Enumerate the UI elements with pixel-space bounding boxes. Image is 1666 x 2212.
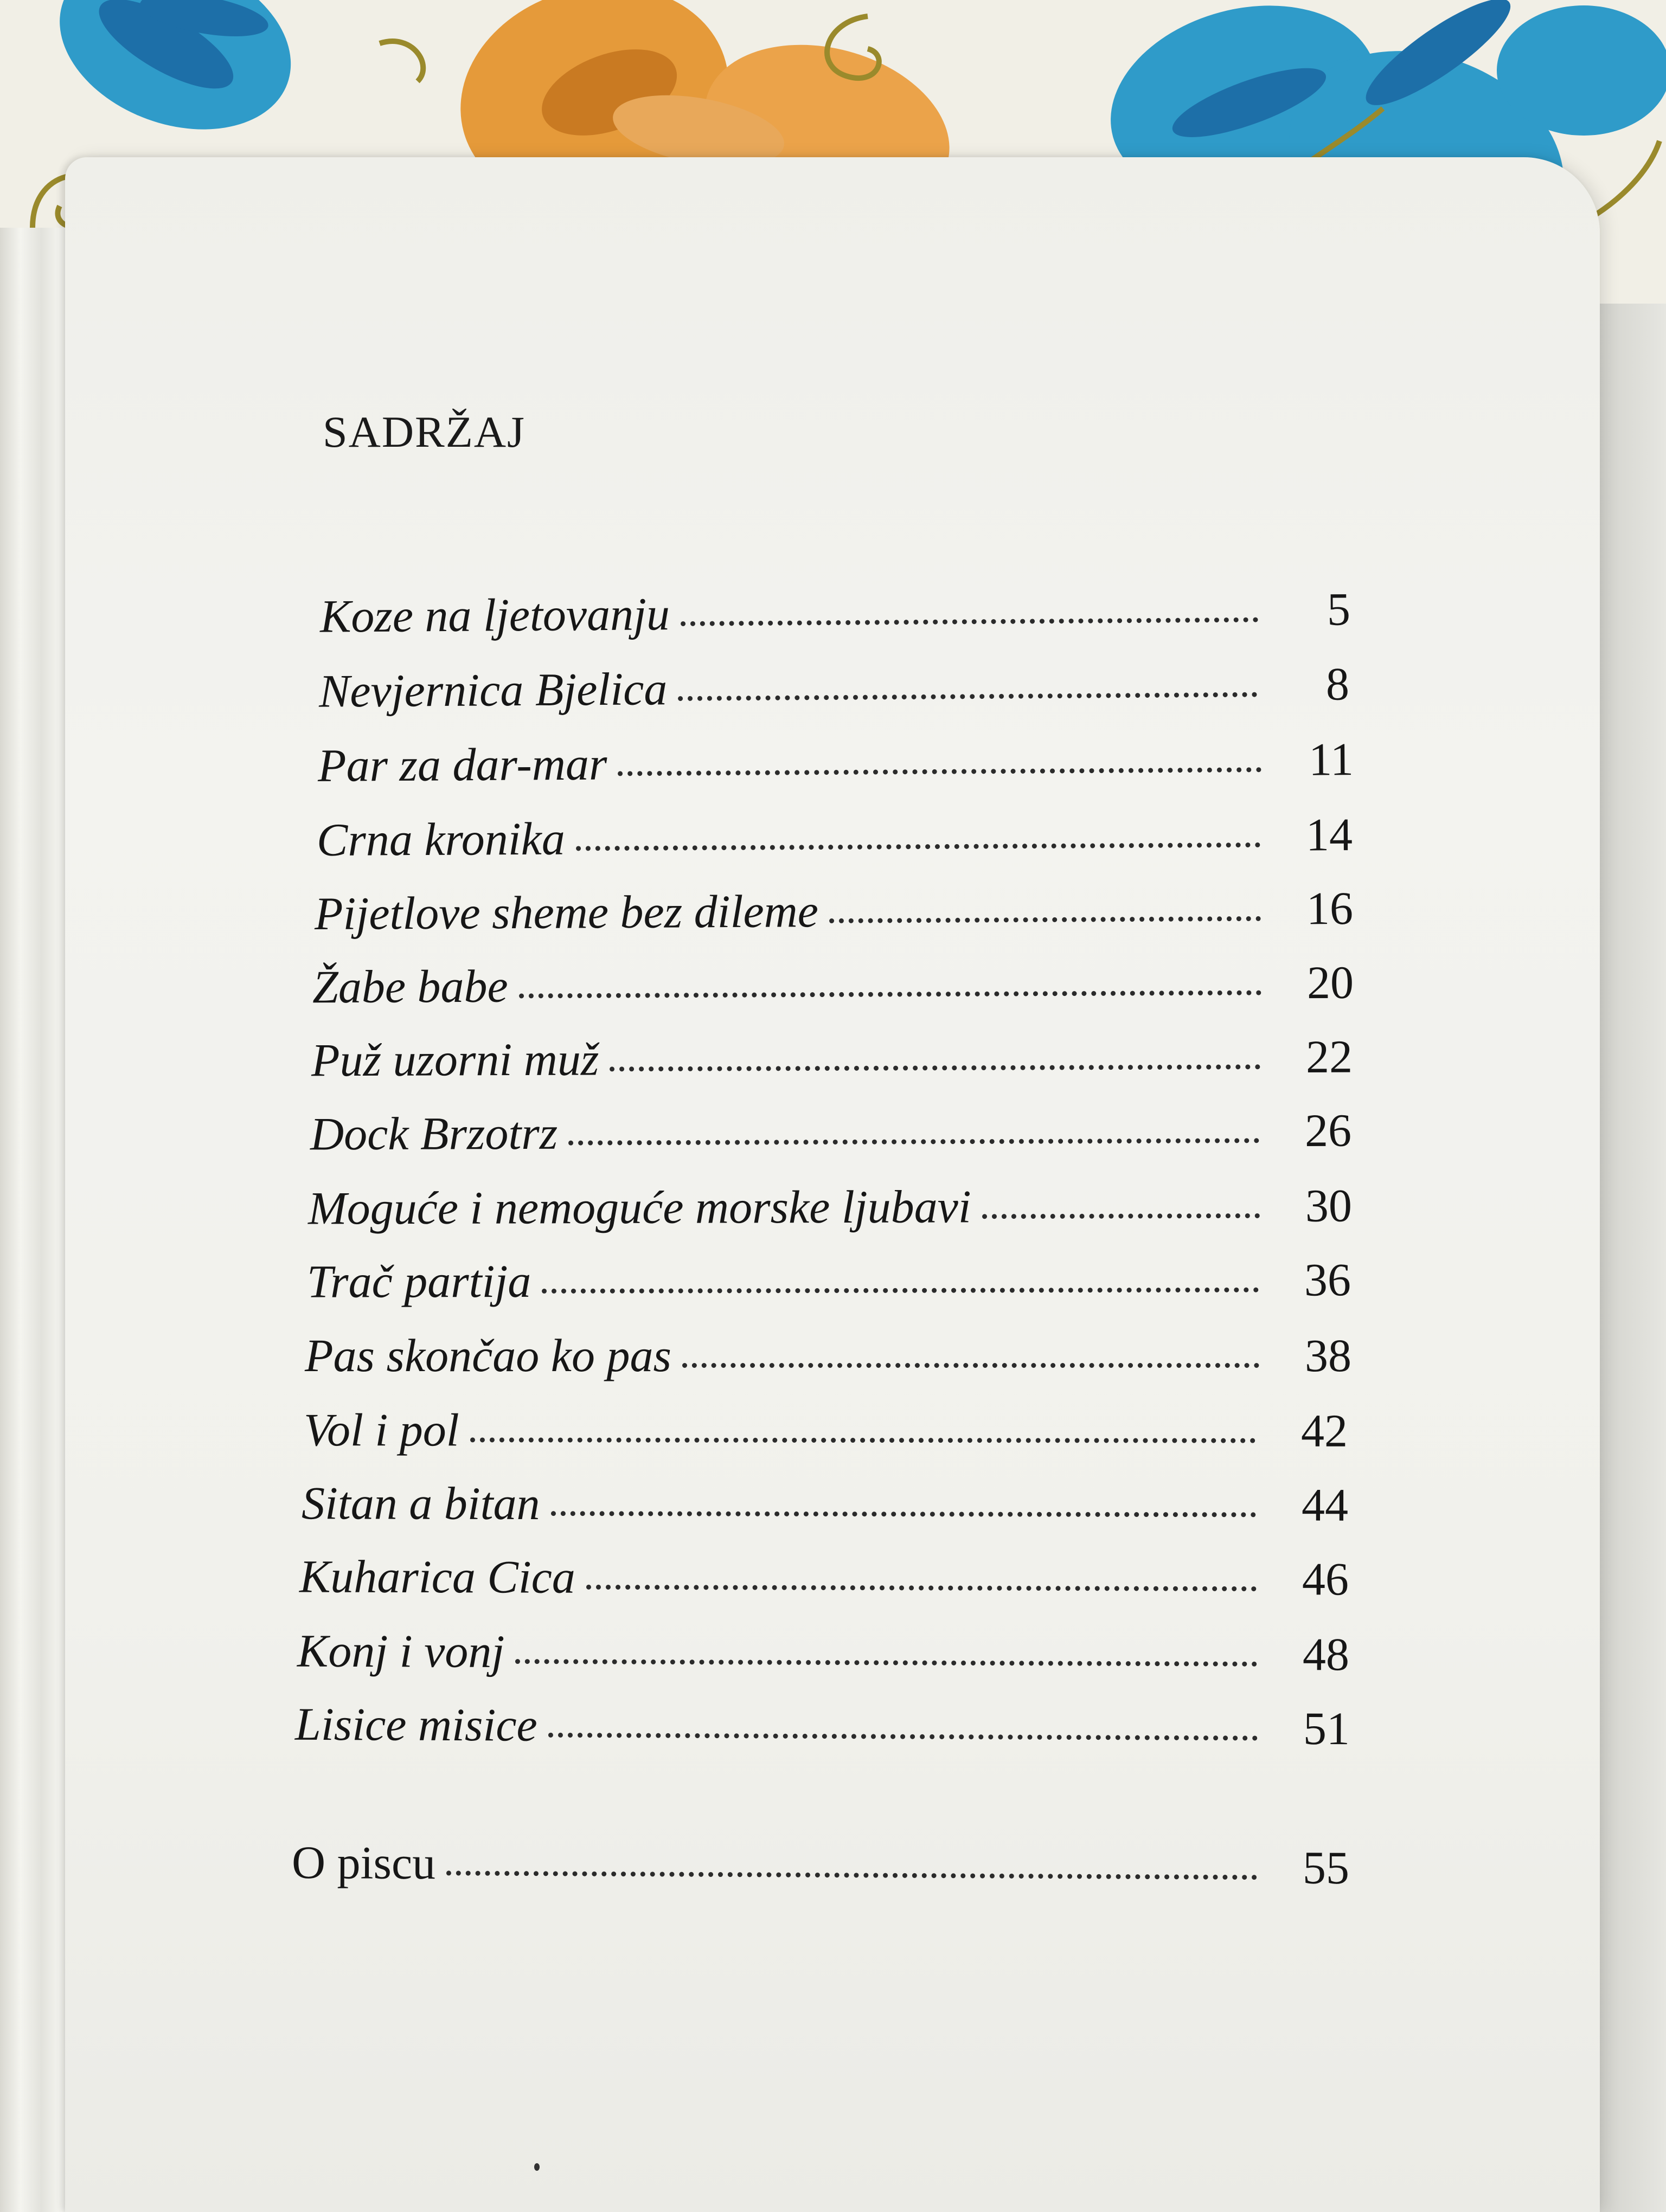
toc-entry-10	[307, 1252, 1351, 1314]
toc-page-number: 14	[1305, 808, 1353, 861]
toc-entry-4	[317, 807, 1353, 872]
toc-entry-15	[297, 1624, 1349, 1687]
ink-speck	[534, 2163, 540, 2171]
dot-leader	[551, 1511, 1256, 1517]
toc-entry-11	[305, 1328, 1351, 1388]
toc-page-number: 8	[1325, 658, 1350, 710]
toc-page-number: 11	[1308, 733, 1354, 786]
toc-entry-12	[304, 1403, 1348, 1463]
toc-entry-title: Dock Brzotrz	[310, 1107, 558, 1160]
dot-leader	[618, 767, 1262, 776]
toc-entry-title: Trač partija	[306, 1255, 531, 1308]
dot-leader	[519, 991, 1261, 999]
toc-page-number: 46	[1302, 1553, 1349, 1605]
toc-entry-7	[311, 1030, 1353, 1093]
toc-entry-14	[299, 1549, 1349, 1611]
toc-entry-2	[319, 657, 1350, 723]
dot-leader	[681, 618, 1258, 626]
toc-page-number: 55	[1302, 1841, 1350, 1894]
toc-entry-title: Sitan a bitan	[301, 1477, 540, 1530]
toc-entry-appendix	[292, 1835, 1350, 1900]
toc-entry-title: Lisice misice	[294, 1697, 537, 1751]
toc-entry-6	[312, 955, 1354, 1019]
dot-leader	[829, 916, 1261, 923]
toc-entry-1	[320, 582, 1351, 648]
dot-leader	[542, 1288, 1259, 1294]
toc-page-number: 48	[1302, 1628, 1350, 1681]
toc-entry-9	[308, 1178, 1352, 1240]
contents-heading: SADRŽAJ	[323, 407, 526, 456]
toc-page-number: 44	[1301, 1478, 1349, 1531]
dot-leader	[568, 1138, 1259, 1145]
dot-leader	[515, 1659, 1257, 1667]
toc-entry-title: Pas skončao ko pas	[305, 1329, 671, 1381]
toc-page-number: 5	[1327, 583, 1351, 635]
toc-entry-title: Par za dar-mar	[317, 737, 607, 792]
dot-leader	[548, 1733, 1258, 1741]
toc-entry-title: Vol i pol	[303, 1404, 459, 1456]
dot-leader	[446, 1870, 1257, 1880]
toc-page-number: 20	[1306, 956, 1354, 1009]
toc-entry-title: Moguće i nemoguće morske ljubavi	[307, 1180, 971, 1234]
toc-entry-title: Nevjernica Bjelica	[318, 663, 668, 717]
toc-entry-5	[315, 881, 1354, 946]
toc-entry-title: Kuharica Cica	[299, 1550, 575, 1603]
toc-page-number: 22	[1305, 1030, 1353, 1083]
dot-leader	[576, 843, 1260, 851]
toc-page-number: 36	[1304, 1253, 1351, 1306]
dot-leader	[470, 1437, 1255, 1443]
dot-leader	[682, 1363, 1259, 1368]
toc-entry-8	[310, 1103, 1351, 1167]
toc-entry-title: Puž uzorni muž	[311, 1033, 599, 1086]
toc-entry-title: Crna kronika	[316, 812, 566, 866]
toc-entry-3	[318, 732, 1354, 798]
toc-page-number: 16	[1306, 882, 1354, 935]
toc-page-number: 42	[1300, 1404, 1348, 1457]
toc-entry-title: Konj i vonj	[297, 1624, 505, 1677]
dot-leader	[586, 1585, 1257, 1591]
toc-entry-title: O piscu	[291, 1836, 436, 1889]
toc-entry-title: Žabe babe	[312, 960, 508, 1013]
dot-leader	[610, 1064, 1260, 1071]
toc-page-number: 30	[1305, 1179, 1353, 1232]
toc-entry-16	[295, 1697, 1350, 1761]
dot-leader	[678, 692, 1257, 701]
toc-page-number: 26	[1304, 1104, 1352, 1156]
toc-entry-title: Pijetlove sheme bez dileme	[314, 885, 819, 940]
toc-page-number: 51	[1303, 1702, 1350, 1755]
toc-entry-title: Koze na ljetovanju	[319, 588, 670, 642]
toc-page-number: 38	[1305, 1329, 1351, 1381]
toc-entry-13	[302, 1476, 1348, 1537]
dot-leader	[982, 1213, 1260, 1219]
